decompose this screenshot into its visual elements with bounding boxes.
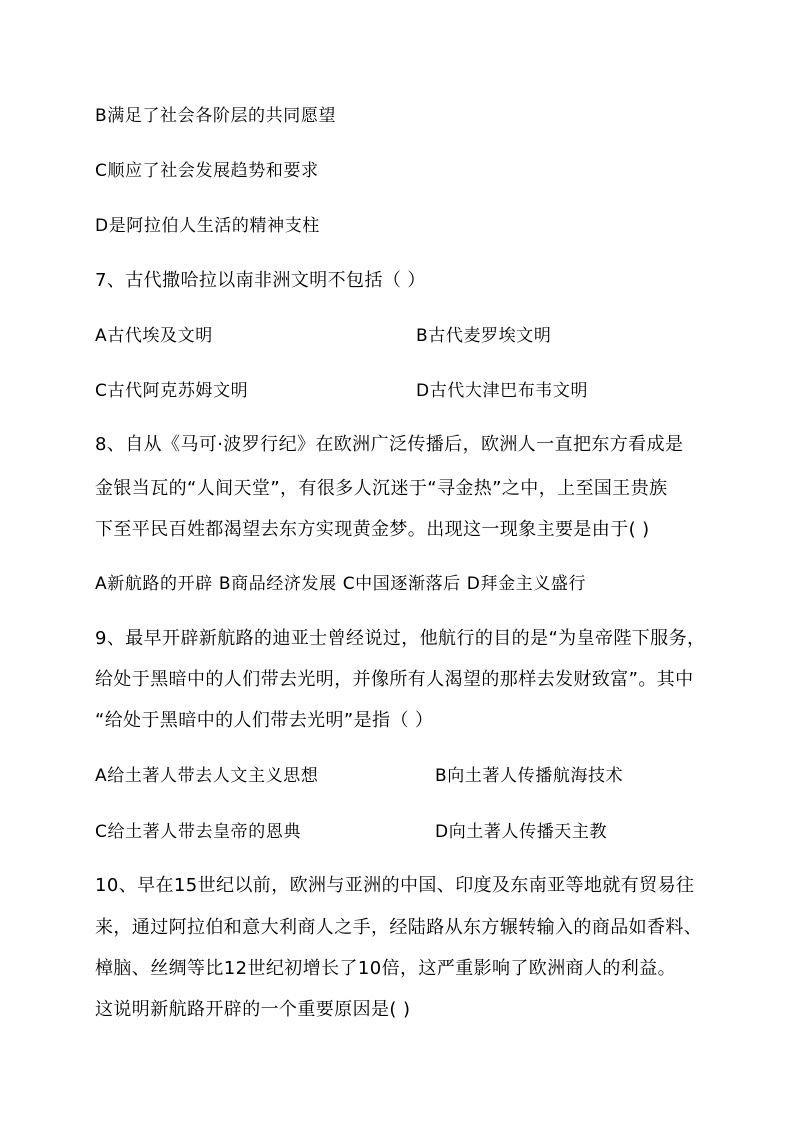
- q8-stem-line-1: 8、自从《马可·波罗行纪》在欧洲广泛传播后，欧洲人一直把东方看成是: [95, 434, 684, 455]
- q6-option-b: B满足了社会各阶层的共同愿望: [95, 106, 337, 126]
- q6-option-d: D是阿拉伯人生活的精神支柱: [95, 216, 320, 236]
- q8-stem-line-2: 金银当瓦的“人间天堂”，有很多人沉迷于“寻金热”之中，上至国王贵族: [95, 478, 668, 499]
- q7-stem: 7、古代撒哈拉以南非洲文明不包括（ ）: [95, 270, 426, 291]
- q10-stem-line-4: 这说明新航路开辟的一个重要原因是( ): [95, 999, 411, 1020]
- q9-stem-line-3: “给处于黑暗中的人们带去光明”是指（ ）: [95, 710, 434, 731]
- q10-stem-line-3: 樟脑、丝绸等比12世纪初增长了10倍，这严重影响了欧洲商人的利益。: [95, 958, 677, 979]
- q7-option-c: C古代阿克苏姆文明: [95, 381, 249, 401]
- q6-option-c: C顺应了社会发展趋势和要求: [95, 161, 319, 181]
- q7-option-a: A古代埃及文明: [95, 326, 213, 346]
- q7-option-d: D古代大津巴布韦文明: [416, 381, 589, 401]
- q10-stem-line-2: 来，通过阿拉伯和意大利商人之手，经陆路从东方辗转输入的商品如香料、: [95, 917, 703, 938]
- q9-option-d: D向土著人传播天主教: [435, 822, 608, 842]
- q10-stem-line-1: 10、早在15世纪以前，欧洲与亚洲的中国、印度及东南亚等地就有贸易往: [95, 875, 695, 896]
- q9-option-c: C给土著人带去皇帝的恩典: [95, 822, 302, 842]
- q9-option-b: B向土著人传播航海技术: [435, 766, 624, 786]
- q8-options: A新航路的开辟 B商品经济发展 C中国逐渐落后 D拜金主义盛行: [95, 574, 587, 594]
- q9-option-a: A给土著人带去人文主义思想: [95, 766, 319, 786]
- q9-stem-line-2: 给处于黑暗中的人们带去光明，并像所有人渴望的那样去发财致富”。其中: [95, 669, 694, 690]
- q8-stem-line-3: 下至平民百姓都渴望去东方实现黄金梦。出现这一现象主要是由于( ): [95, 519, 650, 540]
- q7-option-b: B古代麦罗埃文明: [416, 326, 552, 346]
- q9-stem-line-1: 9、最早开辟新航路的迪亚士曾经说过，他航行的目的是“为皇帝陛下服务，: [95, 628, 706, 649]
